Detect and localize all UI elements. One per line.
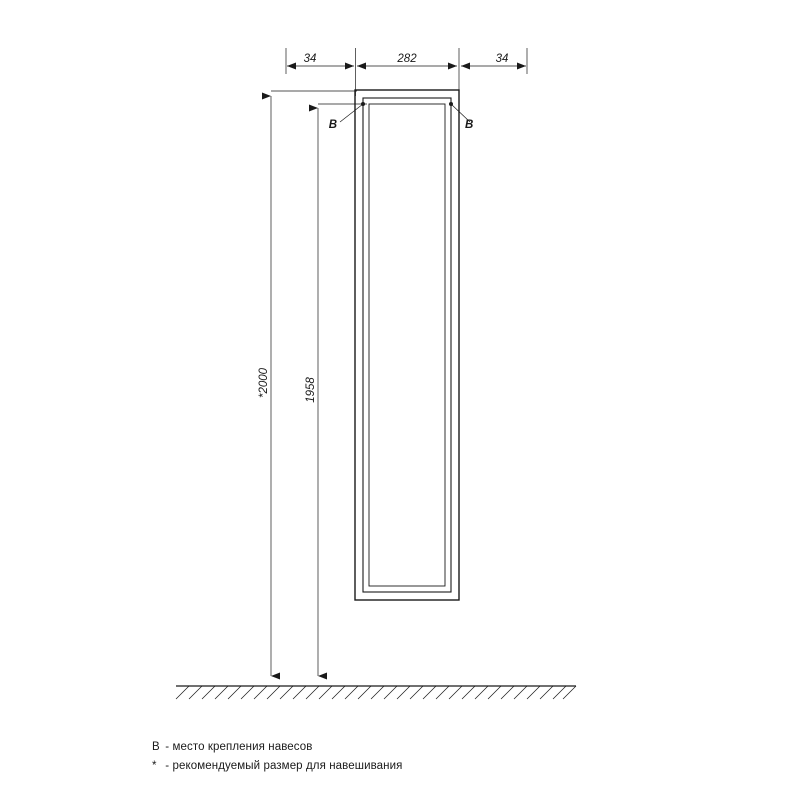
- legend-mark: *: [152, 760, 157, 772]
- floor-line: [176, 686, 576, 699]
- height-inner-label: 1958: [305, 377, 317, 403]
- legend: [152, 738, 652, 776]
- dim-top-center-label: 282: [397, 53, 417, 65]
- legend-mark: B: [152, 741, 160, 753]
- dim-top-right-label: 34: [495, 53, 509, 65]
- legend-item: [152, 757, 652, 776]
- dim-top-left-label: 34: [303, 53, 317, 65]
- height-total-label: *2000: [258, 367, 270, 399]
- legend-separator: -: [165, 741, 170, 753]
- legend-item: [152, 738, 652, 757]
- legend-separator: -: [165, 760, 170, 772]
- legend-text: рекомендуемый размер для навешивания: [172, 760, 403, 772]
- callout-right-label: B: [465, 119, 474, 131]
- callout-left-label: B: [328, 119, 337, 131]
- cabinet-outline: [355, 90, 459, 600]
- legend-text: место крепления навесов: [172, 741, 313, 753]
